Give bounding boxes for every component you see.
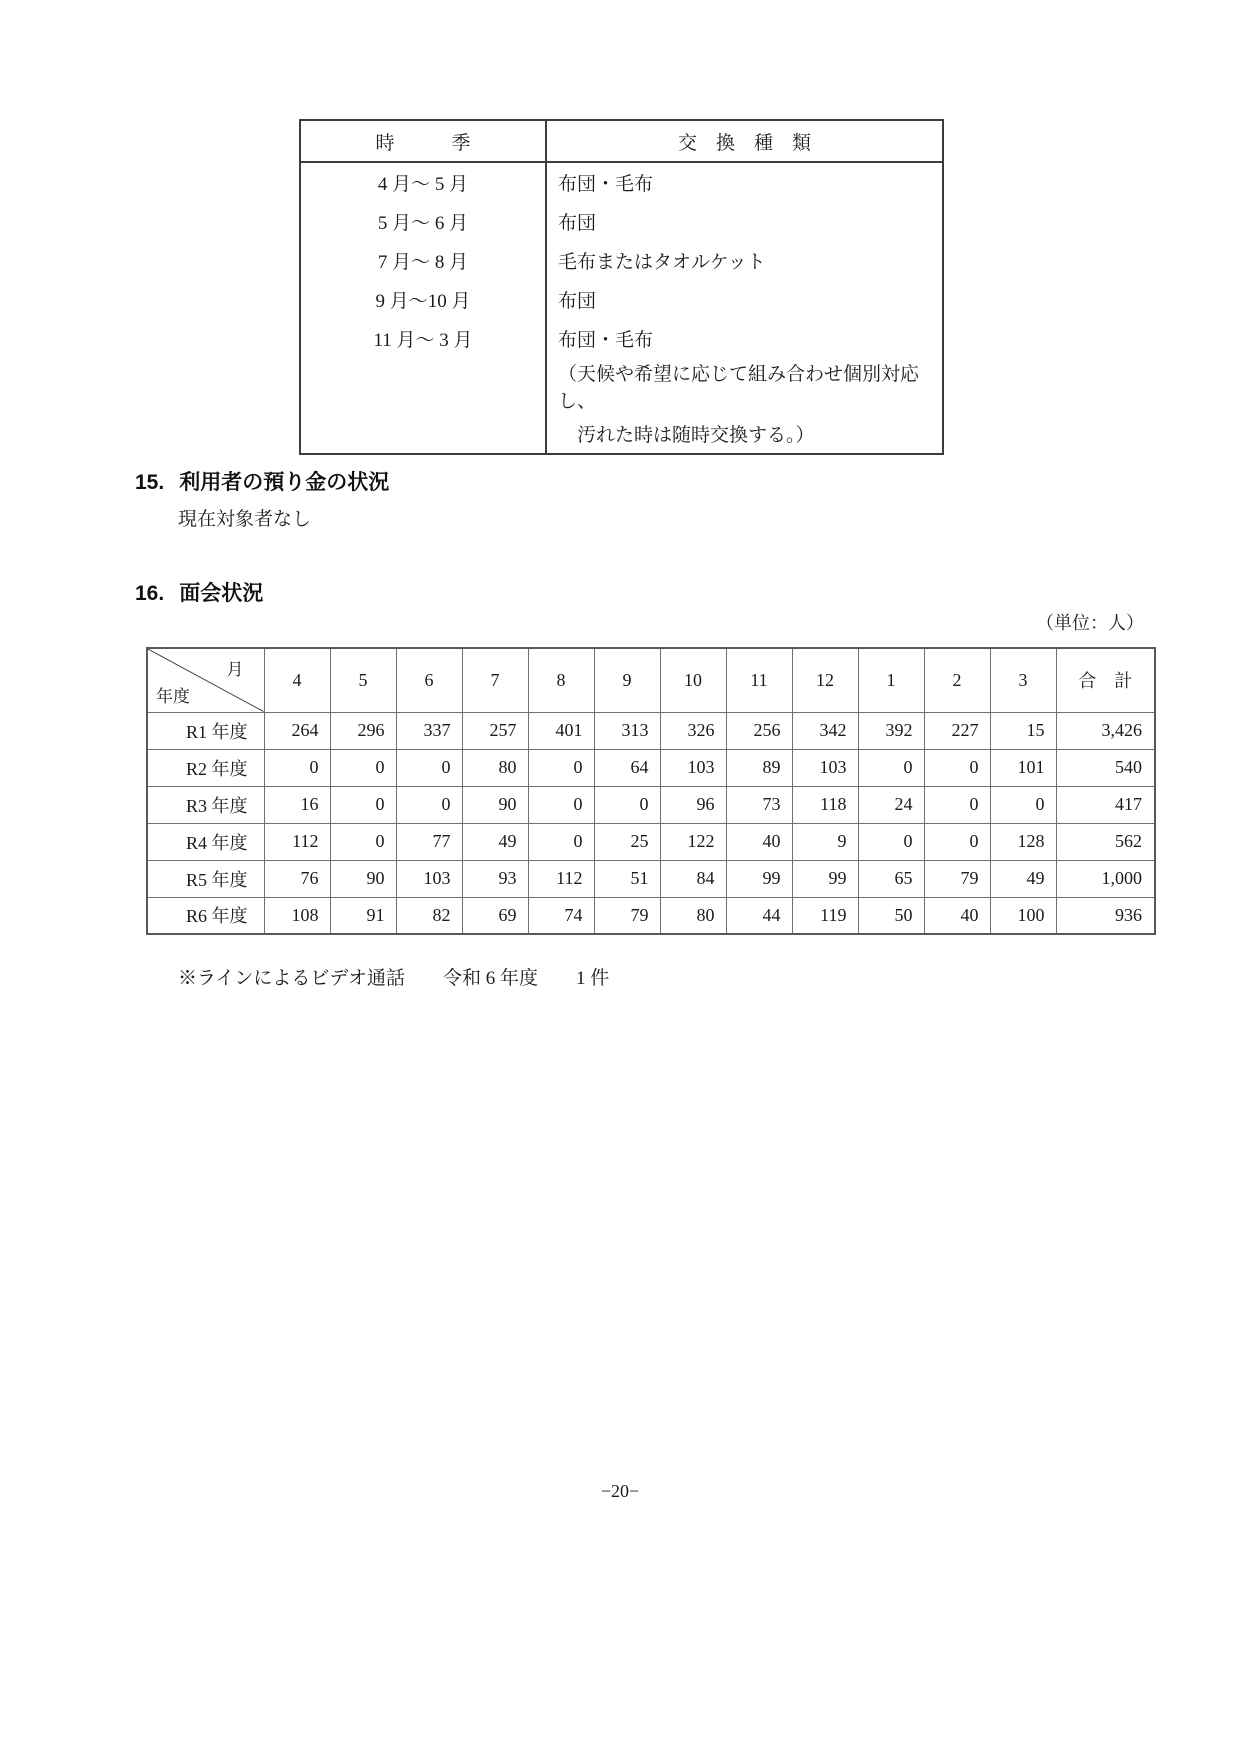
count-cell: 0 — [990, 786, 1056, 823]
bedding-row — [300, 414, 943, 454]
count-cell: 0 — [330, 749, 396, 786]
visitation-table — [146, 647, 1156, 935]
month-header: 6 — [396, 648, 462, 712]
count-cell: 84 — [660, 860, 726, 897]
count-cell: 0 — [858, 823, 924, 860]
count-cell: 103 — [792, 749, 858, 786]
season-cell: 7 月～ 8 月 — [300, 241, 546, 280]
kind-cell: 毛布またはタオルケット — [558, 252, 766, 273]
count-cell: 101 — [990, 749, 1056, 786]
page-number: −20− — [600, 1481, 640, 1501]
year-label-cell: R6 年度 — [147, 897, 264, 934]
season-cell: 4 月～ 5 月 — [300, 162, 546, 202]
corner-cell — [147, 648, 264, 712]
count-cell: 337 — [396, 712, 462, 749]
count-cell: 40 — [726, 823, 792, 860]
year-label-cell: R2 年度 — [147, 749, 264, 786]
count-cell: 93 — [462, 860, 528, 897]
count-cell: 118 — [792, 786, 858, 823]
section-15-number: 15. — [135, 471, 165, 494]
count-cell: 264 — [264, 712, 330, 749]
visit-header-row — [147, 648, 1155, 712]
year-label-cell: R4 年度 — [147, 823, 264, 860]
total-cell: 562 — [1056, 823, 1155, 860]
section-16-title: 面会状況 — [179, 582, 264, 605]
count-cell: 0 — [330, 786, 396, 823]
count-cell: 0 — [858, 749, 924, 786]
count-cell: 0 — [396, 749, 462, 786]
count-cell: 103 — [396, 860, 462, 897]
count-cell: 51 — [594, 860, 660, 897]
year-label-cell: R3 年度 — [147, 786, 264, 823]
count-cell: 119 — [792, 897, 858, 934]
bedding-row — [300, 319, 943, 358]
count-cell: 0 — [264, 749, 330, 786]
visit-row — [147, 897, 1155, 934]
visit-row — [147, 786, 1155, 823]
visit-row — [147, 823, 1155, 860]
count-cell: 326 — [660, 712, 726, 749]
count-cell: 76 — [264, 860, 330, 897]
month-header: 8 — [528, 648, 594, 712]
count-cell: 99 — [792, 860, 858, 897]
count-cell: 64 — [594, 749, 660, 786]
month-header: 12 — [792, 648, 858, 712]
count-cell: 392 — [858, 712, 924, 749]
month-header: 3 — [990, 648, 1056, 712]
count-cell: 65 — [858, 860, 924, 897]
count-cell: 0 — [528, 786, 594, 823]
bedding-row — [300, 162, 943, 202]
month-header: 9 — [594, 648, 660, 712]
month-header: 1 — [858, 648, 924, 712]
count-cell: 24 — [858, 786, 924, 823]
total-header: 合 計 — [1056, 648, 1155, 712]
count-cell: 50 — [858, 897, 924, 934]
unit-label: （単位：人） — [1036, 613, 1144, 633]
month-header: 5 — [330, 648, 396, 712]
season-cell: 9 月～10 月 — [300, 280, 546, 319]
count-cell: 89 — [726, 749, 792, 786]
count-cell: 0 — [924, 786, 990, 823]
count-cell: 79 — [594, 897, 660, 934]
count-cell: 0 — [924, 749, 990, 786]
count-cell: 69 — [462, 897, 528, 934]
count-cell: 96 — [660, 786, 726, 823]
corner-month-label: 月 — [226, 660, 244, 679]
kind-cell: 布団・毛布 — [558, 174, 654, 195]
season-cell — [300, 358, 546, 414]
total-cell: 3,426 — [1056, 712, 1155, 749]
count-cell: 90 — [462, 786, 528, 823]
count-cell: 49 — [462, 823, 528, 860]
season-cell: 5 月～ 6 月 — [300, 202, 546, 241]
count-cell: 49 — [990, 860, 1056, 897]
section-15-title: 利用者の預り金の状況 — [179, 471, 390, 494]
count-cell: 90 — [330, 860, 396, 897]
count-cell: 91 — [330, 897, 396, 934]
kind-cell: （天候や希望に応じて組み合わせ個別対応し、 — [558, 364, 920, 412]
bedding-row — [300, 241, 943, 280]
corner-year-label: 年度 — [156, 686, 190, 706]
count-cell: 342 — [792, 712, 858, 749]
section-15-heading — [135, 466, 389, 496]
count-cell: 73 — [726, 786, 792, 823]
bedding-header-season: 時 季 — [300, 120, 546, 162]
bedding-header-row — [300, 120, 943, 162]
total-cell: 540 — [1056, 749, 1155, 786]
month-header: 10 — [660, 648, 726, 712]
count-cell: 99 — [726, 860, 792, 897]
count-cell: 80 — [462, 749, 528, 786]
count-cell: 128 — [990, 823, 1056, 860]
count-cell: 74 — [528, 897, 594, 934]
visit-row — [147, 712, 1155, 749]
count-cell: 122 — [660, 823, 726, 860]
count-cell: 0 — [528, 749, 594, 786]
month-header: 11 — [726, 648, 792, 712]
count-cell: 15 — [990, 712, 1056, 749]
count-cell: 9 — [792, 823, 858, 860]
count-cell: 0 — [330, 823, 396, 860]
count-cell: 257 — [462, 712, 528, 749]
count-cell: 103 — [660, 749, 726, 786]
count-cell: 0 — [594, 786, 660, 823]
count-cell: 77 — [396, 823, 462, 860]
count-cell: 112 — [264, 823, 330, 860]
count-cell: 79 — [924, 860, 990, 897]
visit-row — [147, 749, 1155, 786]
count-cell: 112 — [528, 860, 594, 897]
month-header: 2 — [924, 648, 990, 712]
section-15-body: 現在対象者なし — [178, 509, 312, 530]
total-cell: 1,000 — [1056, 860, 1155, 897]
bedding-row — [300, 358, 943, 414]
count-cell: 296 — [330, 712, 396, 749]
count-cell: 44 — [726, 897, 792, 934]
count-cell: 227 — [924, 712, 990, 749]
count-cell: 0 — [396, 786, 462, 823]
count-cell: 313 — [594, 712, 660, 749]
count-cell: 100 — [990, 897, 1056, 934]
total-cell: 936 — [1056, 897, 1155, 934]
bedding-exchange-table — [299, 119, 944, 455]
count-cell: 80 — [660, 897, 726, 934]
season-cell: 11 月～ 3 月 — [300, 319, 546, 358]
month-header: 7 — [462, 648, 528, 712]
month-header: 4 — [264, 648, 330, 712]
kind-cell: 布団・毛布 — [558, 330, 654, 351]
bedding-row — [300, 202, 943, 241]
count-cell: 108 — [264, 897, 330, 934]
season-cell — [300, 414, 546, 454]
kind-cell: 布団 — [558, 213, 597, 234]
bedding-header-kind: 交 換 種 類 — [546, 120, 943, 162]
count-cell: 16 — [264, 786, 330, 823]
section-16-number: 16. — [135, 582, 165, 605]
count-cell: 40 — [924, 897, 990, 934]
kind-cell: 汚れた時は随時交換する。） — [558, 425, 815, 446]
year-label-cell: R5 年度 — [147, 860, 264, 897]
kind-cell: 布団 — [558, 291, 597, 312]
year-label-cell: R1 年度 — [147, 712, 264, 749]
count-cell: 0 — [528, 823, 594, 860]
visit-row — [147, 860, 1155, 897]
count-cell: 82 — [396, 897, 462, 934]
total-cell: 417 — [1056, 786, 1155, 823]
count-cell: 0 — [924, 823, 990, 860]
count-cell: 256 — [726, 712, 792, 749]
count-cell: 25 — [594, 823, 660, 860]
video-call-note: ※ラインによるビデオ通話 令和 6 年度 1 件 — [178, 968, 610, 989]
count-cell: 401 — [528, 712, 594, 749]
bedding-row — [300, 280, 943, 319]
section-16-heading — [135, 577, 263, 607]
